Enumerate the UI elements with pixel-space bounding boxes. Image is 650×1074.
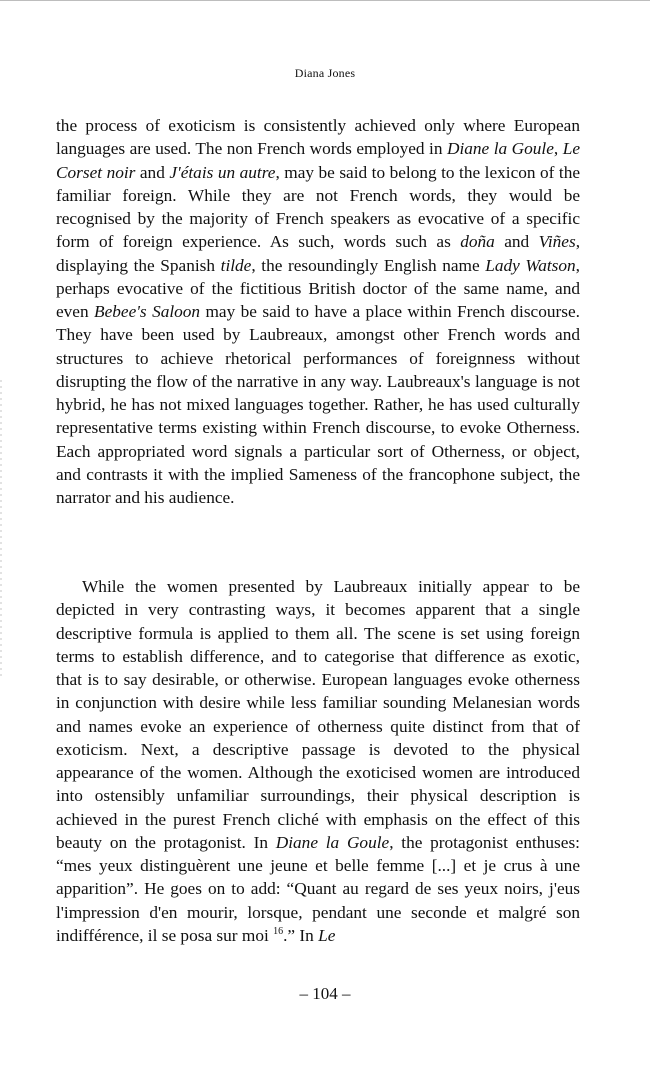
text-run: .” In <box>283 925 319 945</box>
text-run: While the women presented by Laubreaux initially appear to be depicted in very contrasting ways, it becomes apparent that a single descriptive formula is applied to them all. The scene is set using foreign terms to establish difference, and to categorise that difference as exotic, that is to say desirable, or otherwise. European languages evoke otherness in conjunction with desire while less familiar sounding Melanesian words and names evoke an experience of otherness quite distinct from that of exoticism. Next, a descriptive passage is devoted to the physical appearance of the women. Although the exoticised women are introduced into ostensibly unfamiliar surroundings, their physical description is achieved in the purest French cliché with emphasis on the effect of this beauty on the protagonist. In <box>56 577 580 852</box>
paragraph-2 <box>56 575 580 947</box>
text-run: , <box>553 139 563 159</box>
italic-title: Le Corset noir <box>56 139 580 182</box>
italic-term: Bebee's Saloon <box>94 302 201 321</box>
text-run: and <box>135 162 170 182</box>
text-run: may be said to have a place within French discourse. They have been used by Laubreaux, amongst other French words and structures to achieve rhetorical performances of foreignness without disrupting the flow of the narrative in any way. Laubreaux's language is not hybrid, he has not mixed languages together. Rather, he has used culturally representative terms existing within French discourse, to evoke Otherness. Each appropriated word signals a particular sort of Otherness, or object, and contrasts it with the implied Sameness of the francophone subject, the narrator and his audience. <box>56 302 580 507</box>
page-number: – 104 – <box>299 984 351 1003</box>
text-run: the process of exoticism is consistently achieved only where European languages are used. The non French words employed in <box>56 116 580 159</box>
italic-term: Lady Watson <box>485 255 576 275</box>
running-head: Diana Jones <box>294 66 356 80</box>
italic-title: Diane la Goule <box>446 139 554 159</box>
italic-term: doña <box>460 232 495 252</box>
page-top-edge <box>0 0 650 1</box>
paragraph-1 <box>56 114 580 509</box>
text-run: , displaying the Spanish <box>56 232 581 275</box>
italic-term: Viñes <box>538 232 576 252</box>
scan-edge-marks <box>0 380 2 680</box>
footnote-reference[interactable]: 16 <box>273 925 284 937</box>
italic-title: Le <box>318 925 336 945</box>
text-run: , perhaps evocative of the fictitious British doctor of the same name, and even <box>56 255 580 321</box>
text-run: , may be said to belong to the lexicon of the familiar foreign. While they are not French words, they would be recognised by the majority of French speakers as evocative of a specific form of foreign experience. As such, words such as <box>56 162 581 252</box>
italic-title: J'étais un autre <box>169 162 276 182</box>
text-run: and <box>494 232 539 252</box>
text-run: , the resoundingly English name <box>251 255 486 275</box>
text-run: , the protagonist enthuses: “mes yeux distinguèrent une jeune et belle femme [...] et je crus à une apparition”. He goes on to add: “Quant au regard de ses yeux noirs, j'eus l'impression d'en mourir, lorsque, pendant une seconde et malgré son indifférence, il se posa sur moi <box>56 832 580 945</box>
italic-term: tilde <box>220 255 252 275</box>
italic-title: Diane la Goule <box>275 832 390 852</box>
